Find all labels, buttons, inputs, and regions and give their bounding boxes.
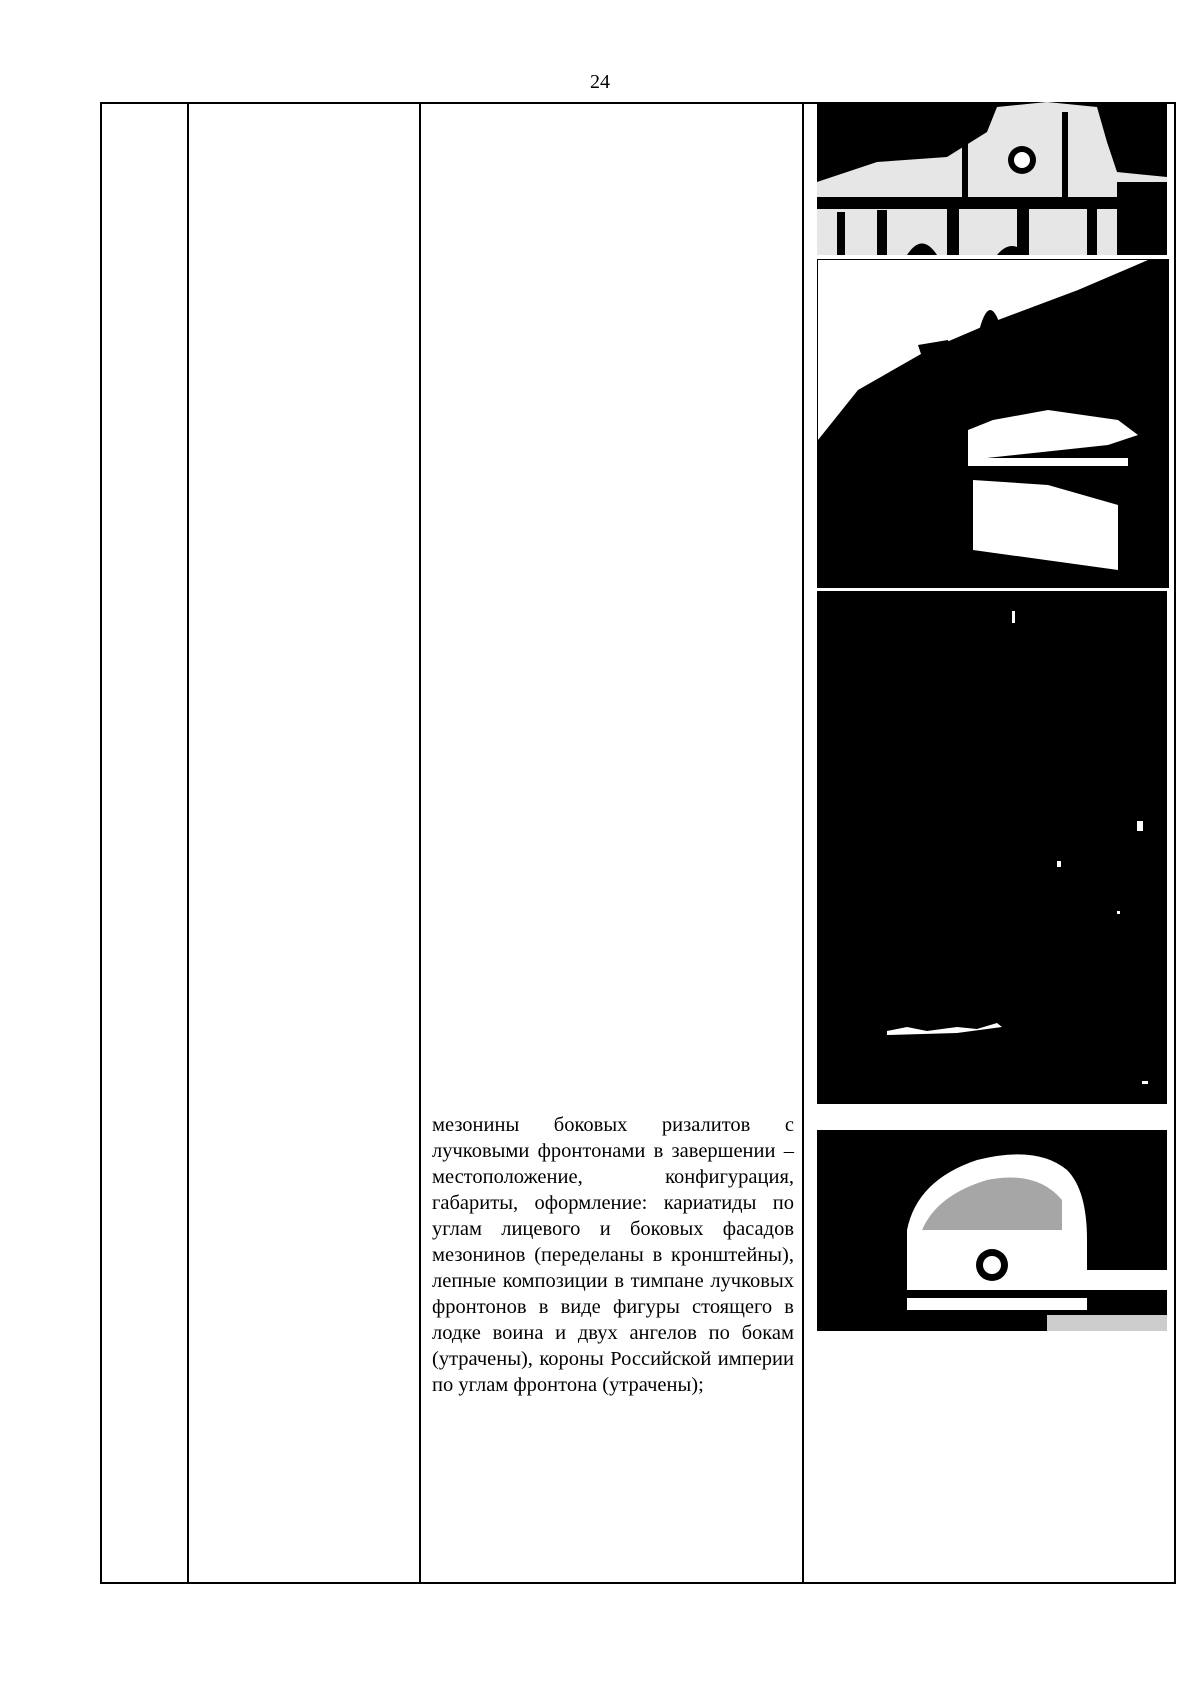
roof-finial-photo bbox=[817, 259, 1169, 588]
facade-top-photo bbox=[817, 102, 1167, 255]
mezzanine-pediment-photo bbox=[817, 1130, 1167, 1331]
column-divider-1 bbox=[187, 104, 189, 1582]
document-table bbox=[100, 102, 1176, 1584]
page-number: 24 bbox=[590, 71, 610, 93]
dark-facade-photo bbox=[817, 591, 1167, 1104]
column-divider-3 bbox=[802, 104, 804, 1582]
column-divider-2 bbox=[419, 104, 421, 1582]
element-description: мезонины боковых ризалитов с лучковыми фронтонами в завершении – местоположение, конфигурация, габариты, оформление: кариатиды по углам лицевого и боковых фасадов мезонинов (переделаны в кронштейны), лепные композиции в тимпане лучковых фронтонов в виде фигуры стоящего в лодке воина и двух ангелов по бокам (утрачены), короны Российской империи по углам фронтона (утрачены); bbox=[432, 1114, 794, 1396]
